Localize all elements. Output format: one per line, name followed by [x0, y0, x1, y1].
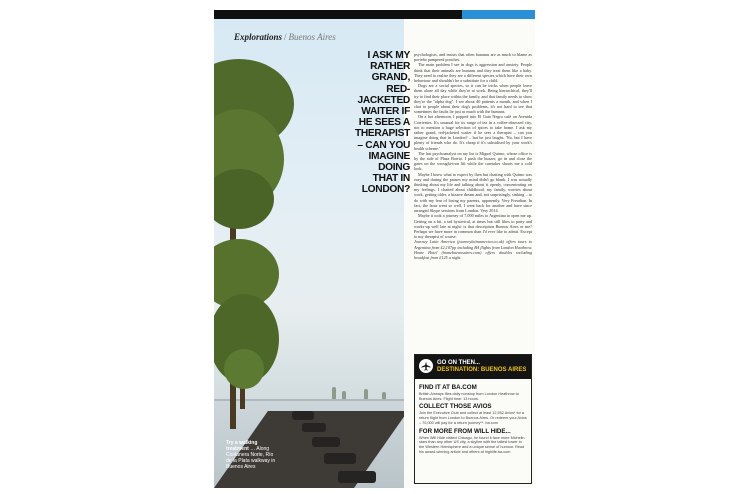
travel-info-box — [414, 354, 532, 484]
box-text-flights: British Airways flies daily nonstop from London Heathrow to Buenos Aires. Flight time: 13 hours. — [419, 392, 519, 401]
body-paragraph: On a hot afternoon, I popped into El Gato Negro café on Avenida Corrientes. It's unusual for its range of tea in a coffee-obsessed city, not to mention a huge selection of spices to take home. I ask my rather grand, red-jacketed waiter if he sees a therapist – can you imagine doing that in London? – but he just laughs. 'No, but I have plenty of friends who do. It's cheap if it's subsidised by your work's health scheme.' — [414, 114, 532, 151]
body-paragraph: The main problem I see in dogs is aggression and anxiety. People think that their animals are humans and they treat them like a baby. They need to realise they are a different species which have their own behaviour and shouldn't be a substitute for a child. — [414, 62, 532, 84]
caption-lead: Try a walking treatment — [226, 440, 258, 452]
section-separator: / — [284, 32, 287, 42]
caption-text: … Along Costanera Norte, Río de la Plata walkway in Buenos Aires — [226, 446, 276, 470]
box-text-more: When Will Hide visited Chicago, he found it face more Michelin stars than any other US city, a skyline with the tallest tower in the Western Hemisphere and a unique sense of humour. Read his award-winning article and others at highlife.ba.com — [419, 435, 525, 454]
magazine-page — [214, 10, 535, 488]
section-name: Explorations — [234, 32, 283, 42]
photo-caption — [226, 440, 276, 470]
body-paragraph: psychologists, and insists that often bananas are as much to blame as porteño pampered pooches. — [414, 52, 532, 63]
box-heading-flights: FIND IT AT BA.COM — [419, 384, 477, 391]
body-paragraph: Maybe it took a journey of 7,000 miles to Argentina to open me up. Getting on a bit, a tad hysterical, at times but still likes to party and works-up well late at night: is that description Buenos Aires or me? Perhaps we have more in common than I'd ever like to admit. Except to my therapist of course. — [414, 213, 532, 240]
body-paragraph: The last psychoanalyst on my list is Miguel Quirno, whose office is by the side of Plaza Borrio. I push the buzzer, go in and close the gates on the wrought-iron lift while the caretaker shoots me a cold look. — [414, 150, 532, 172]
travel-credit: Journey Latin America (journeylatinamerica.co.uk) offers tours to Argentina from £2,107pp including BA flights from London Heathrow. Home Hotel (homebuenosaires.com) offers doubles including breakfast from £125 a night. — [414, 239, 532, 260]
box-heading-more: FOR MORE FROM WILL HIDE... — [419, 427, 511, 435]
box-header — [415, 355, 531, 379]
box-body — [419, 382, 527, 456]
body-paragraph: Dogs are a social species, so it can be tricks when people leave them alone all day while they're at work. Being hierarchical, they'll try to find their place within the family, and that family needs to show they're the "alpha dog". I see about 40 patients a month, and when I chat to people about their dog's problems, it's not hard to see that sometimes the faults lie just as much with the humans. — [414, 83, 532, 115]
top-blue-bar — [462, 10, 535, 19]
section-place: Buenos Aires — [288, 32, 336, 42]
pull-quote: I ASK MY RATHER GRAND, RED-JACKETED WAITER IF HE SEES A THERAPIST – CAN YOU IMAGINE DOING THAT IN LONDON? — [354, 50, 410, 196]
box-kicker: GO ON THEN... — [437, 360, 481, 366]
box-heading-avios: COLLECT THOSE AVIOS — [419, 403, 492, 411]
section-header — [234, 32, 336, 42]
plane-icon — [419, 359, 433, 373]
body-paragraph: Maybe I knew what to expect by then but chatting with Quirno was easy and during the pauses my mind didn't go blank. I was actually thinking about my life and talking about it openly, concentrating on my feelings. I chatted about childhood, my family, worries about work, getting older, a bizarre dream and, not surprisingly, sinking – to do with my fear of losing my parents, apparently. Very Freudian. In fact, the hour went so well, I went back for another and have since arranged Skype sessions from London. Very 2014. — [414, 171, 532, 214]
box-destination: DESTINATION: BUENOS AIRES — [437, 367, 527, 373]
box-text-avios: Join the Executive Club and collect at least 12,552 Avios* for a return flight from London to Buenos Aires. Or redeem your Avios – 70,000 will pay for a return journey**. ba.com — [419, 411, 527, 425]
article-body — [414, 52, 532, 352]
